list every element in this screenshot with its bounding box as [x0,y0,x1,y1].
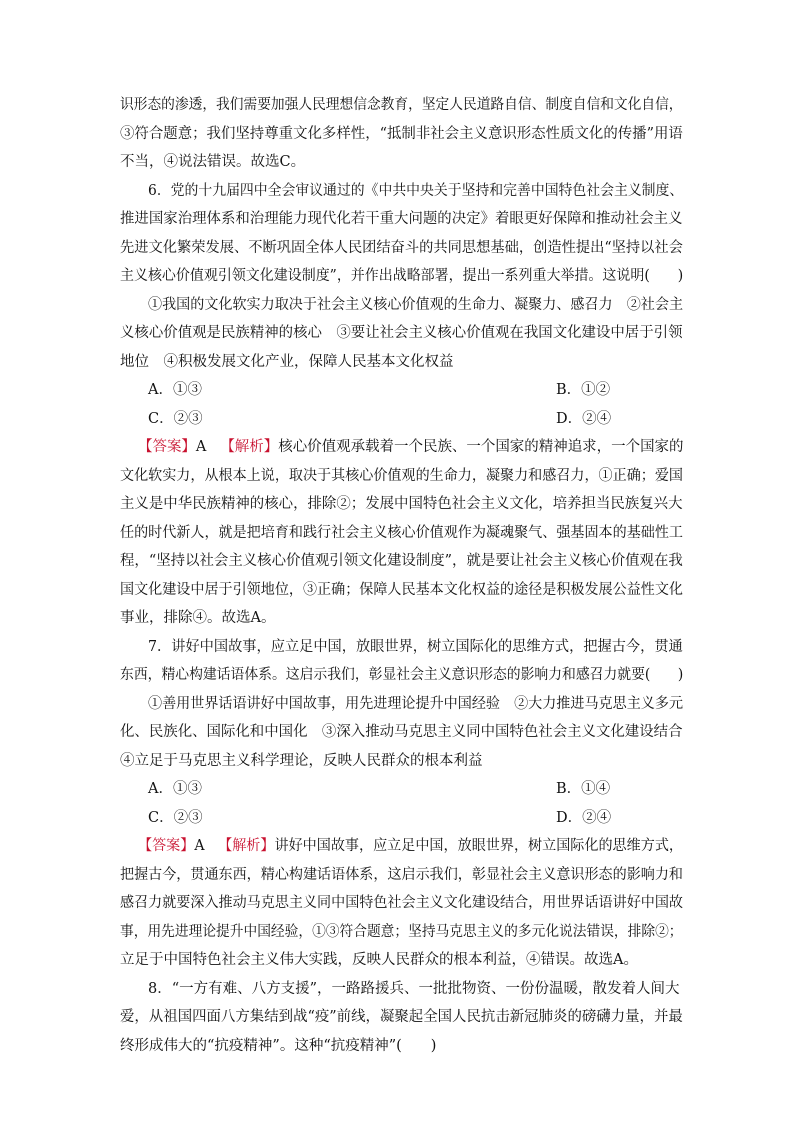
q6-analysis-line [138,437,684,457]
q6-stem-line: 主义核心价值观引领文化建设制度”，并作出战略部署，提出一系列重大举措。这说明( ) [120,268,684,284]
q6-option-a: A．①③ [148,382,202,398]
q7-analysis-line: 事，用先进理论提升中国经验，①③符合题意；坚持马克思主义的多元化说法错误，排除②； [120,924,683,940]
analysis-tag: 【解析】 [220,439,279,455]
q7-statement-line: ④立足于马克思主义科学理论，反映人民群众的根本利益 [120,753,483,769]
q6-stem-line: 推进国家治理体系和治理能力现代化若干重大问题的决定》着眼更好保障和推动社会主义 [120,211,683,227]
prev-analysis-line: 不当，④说法错误。故选C。 [120,154,306,170]
answer-tag: 【答案】 [138,838,195,854]
q7-option-b: B．①④ [556,781,611,797]
q7-stem-line: 东西，精心构建话语体系。这启示我们，彰显社会主义意识形态的影响力和感召力就要( ) [120,667,684,683]
answer-tag: 【答案】 [138,439,196,455]
q6-stem-line: 先进文化繁荣发展、不断巩固全体人民团结奋斗的共同思想基础，创造性提出“坚持以社会 [120,240,683,256]
analysis-text: 核心价值观承载着一个民族、一个国家的精神追求，一个国家的 [278,439,684,455]
q7-option-c: C．②③ [148,810,203,826]
q6-analysis-line: 程，“坚持以社会主义核心价值观引领文化建设制度”，就是要让社会主义核心价值观在我 [120,553,683,569]
q8-stem-line: 终形成伟大的“抗疫精神”。这种“抗疫精神”( ) [120,1038,437,1054]
analysis-tag: 【解析】 [218,838,275,854]
q6-analysis-line: 文化软实力，从根本上说，取决于其核心价值观的生命力，凝聚力和感召力，①正确；爱国 [120,468,684,484]
q7-analysis-line: 感召力就要深入推动马克思主义同中国特色社会主义文化建设结合，用世界话语讲好中国故 [120,895,684,911]
q6-option-b: B．①② [556,382,611,398]
q6-analysis-line: 主义是中华民族精神的核心，排除②；发展中国特色社会主义文化，培养担当民族复兴大 [120,496,683,512]
q7-option-d: D．②④ [556,810,612,826]
answer-value: A [194,838,205,854]
analysis-text: 讲好中国故事，应立足中国，放眼世界，树立国际化的思维方式， [274,838,683,854]
q7-option-a: A．①③ [148,781,202,797]
q6-option-d: D．②④ [556,411,612,427]
q6-options-row [148,409,612,429]
q6-options-row [148,380,611,400]
q7-options-row [148,808,612,828]
q7-analysis-line [138,836,683,856]
q6-analysis-line: 任的时代新人，就是把培育和践行社会主义核心价值观作为凝魂聚气、强基固本的基础性工 [120,525,684,541]
q7-analysis-line: 把握古今，贯通东西，精心构建话语体系，这启示我们，彰显社会主义意识形态的影响力和 [120,867,684,883]
q6-statement-line: 义核心价值观是民族精神的核心 ③要让社会主义核心价值观在我国文化建设中居于引领 [120,325,683,341]
q7-statement-line: 化、民族化、国际化和中国化 ③深入推动马克思主义同中国特色社会主义文化建设结合 [120,724,683,740]
q8-stem-line: 8．“一方有难、八方支援”，一路路援兵、一批批物资、一份份温暖，散发着人间大 [148,981,680,997]
q7-statement-line: ①善用世界话语讲好中国故事，用先进理论提升中国经验 ②大力推进马克思主义多元 [148,696,684,712]
answer-value: A [195,439,207,455]
q6-statement-line: ①我国的文化软实力取决于社会主义核心价值观的生命力、凝聚力、感召力 ②社会主 [148,297,684,313]
q7-analysis-line: 立足于中国特色社会主义伟大实践，反映人民群众的根本利益，④错误。故选A。 [120,952,638,968]
q7-options-row [148,779,611,799]
q6-option-c: C．②③ [148,411,203,427]
q6-analysis-line: 国文化建设中居于引领地位，③正确；保障人民基本文化权益的途径是积极发展公益性文化 [120,582,684,598]
q8-stem-line: 爱，从祖国四面八方集结到战“疫”前线，凝聚起全国人民抗击新冠肺炎的磅礴力量，并最 [120,1009,683,1025]
q7-stem-line: 7．讲好中国故事，应立足中国，放眼世界，树立国际化的思维方式，把握古今，贯通 [148,639,683,655]
q6-analysis-line: 事业，排除④。故选A。 [120,610,276,626]
prev-analysis-line: ③符合题意；我们坚持尊重文化多样性，“抵制非社会主义意识形态性质文化的传播”用语 [120,126,683,142]
prev-analysis-line: 识形态的渗透，我们需要加强人民理想信念教育，坚定人民道路自信、制度自信和文化自信， [120,97,683,113]
q6-statement-line: 地位 ④积极发展文化产业，保障人民基本文化权益 [120,354,454,370]
q6-stem-line: 6．党的十九届四中全会审议通过的《中共中央关于坚持和完善中国特色社会主义制度、 [148,183,684,199]
